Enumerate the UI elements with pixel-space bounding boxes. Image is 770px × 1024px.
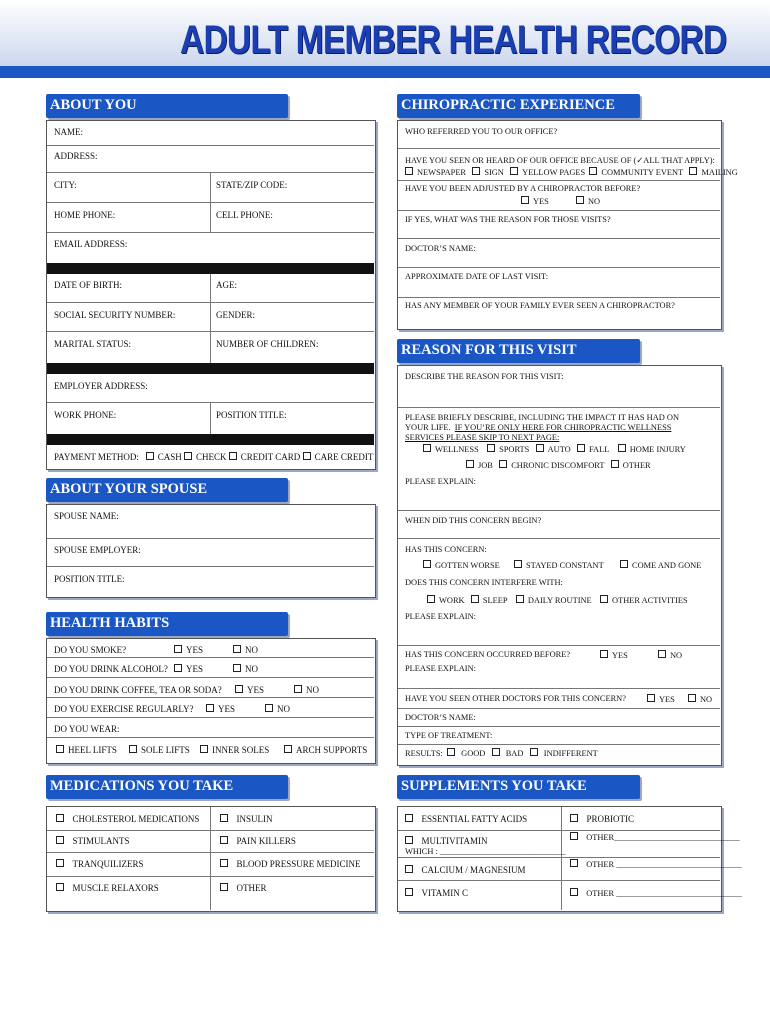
worse-checkbox[interactable] xyxy=(423,560,431,568)
heel-lifts-label: HEEL LIFTS xyxy=(68,745,117,755)
city-field[interactable]: CITY: xyxy=(54,180,77,190)
heel-lifts-checkbox[interactable] xyxy=(56,745,64,753)
mailing-label: MAILING xyxy=(701,168,738,177)
age-field[interactable]: AGE: xyxy=(216,280,237,290)
alcohol-yes-checkbox[interactable] xyxy=(174,664,182,672)
occurred-yes-checkbox[interactable] xyxy=(600,650,608,658)
sign-label: SIGN xyxy=(484,168,504,177)
supp-other-3-checkbox[interactable] xyxy=(570,888,578,896)
work-checkbox[interactable] xyxy=(427,595,435,603)
bad-checkbox[interactable] xyxy=(492,748,500,756)
adjusted-no-label: NO xyxy=(588,197,601,206)
med-muscle xyxy=(56,883,159,893)
job-checkbox[interactable] xyxy=(466,460,474,468)
alcohol-yes-label: YES xyxy=(186,664,204,674)
divider-bar xyxy=(47,434,374,445)
smoke-no-checkbox[interactable] xyxy=(233,645,241,653)
cash-checkbox[interactable] xyxy=(146,452,154,460)
interfere-label: DOES THIS CONCERN INTERFERE WITH: xyxy=(405,578,563,587)
exercise-no-label: NO xyxy=(277,704,290,714)
concern-worse xyxy=(423,560,500,570)
explain-field-2[interactable]: PLEASE EXPLAIN: xyxy=(405,612,476,621)
alcohol-no-label: NO xyxy=(245,664,258,674)
adjusted-yes-label: YES xyxy=(533,197,549,206)
interfere-options xyxy=(427,595,688,605)
explain-field-1[interactable]: PLEASE EXPLAIN: xyxy=(405,477,476,486)
concern-come-gone xyxy=(620,560,701,570)
worse-label: GOTTEN WORSE xyxy=(435,561,500,570)
other-doctors-yes-label: YES xyxy=(659,695,675,704)
section-medications: MEDICATIONS YOU TAKE xyxy=(46,775,288,799)
med-stimulants xyxy=(56,836,130,846)
dob-field[interactable]: DATE OF BIRTH: xyxy=(54,280,122,290)
spouse-name-field[interactable]: SPOUSE NAME: xyxy=(54,511,119,521)
describe-field[interactable]: DESCRIBE THE REASON FOR THIS VISIT: xyxy=(405,372,564,381)
auto-checkbox[interactable] xyxy=(536,444,544,452)
constant-label: STAYED CONSTANT xyxy=(526,561,604,570)
coffee-question: DO YOU DRINK COFFEE, TEA OR SODA? xyxy=(54,685,222,695)
heel-lifts xyxy=(56,745,117,755)
good-checkbox[interactable] xyxy=(447,748,455,756)
name-field[interactable]: NAME: xyxy=(54,127,83,137)
doctor-name-field-2[interactable]: DOCTOR’S NAME: xyxy=(405,713,476,722)
inner-soles-label: INNER SOLES xyxy=(212,745,270,755)
supp-probiotic xyxy=(570,814,634,824)
indifferent-checkbox[interactable] xyxy=(530,748,538,756)
section-about-you: ABOUT YOU xyxy=(46,94,288,118)
reason-visits-field[interactable]: IF YES, WHAT WAS THE REASON FOR THOSE VISITS? xyxy=(405,215,611,224)
stimulants-checkbox[interactable] xyxy=(56,836,64,844)
care-credit-checkbox[interactable] xyxy=(303,452,311,460)
work-phone-field[interactable]: WORK PHONE: xyxy=(54,410,117,420)
sleep-label: SLEEP xyxy=(482,596,508,605)
gender-field[interactable]: GENDER: xyxy=(216,310,255,320)
yellow-pages-label: YELLOW PAGES xyxy=(522,168,586,177)
wear-question: DO YOU WEAR: xyxy=(54,724,120,734)
muscle-relaxors-checkbox[interactable] xyxy=(56,883,64,891)
pain-killers-label: PAIN KILLERS xyxy=(236,836,296,846)
supp-other-1-field[interactable]: OTHER______________________________ xyxy=(586,833,740,842)
cell-phone-field[interactable]: CELL PHONE: xyxy=(216,210,273,220)
arch-supports-checkbox[interactable] xyxy=(284,745,292,753)
adjusted-yes-checkbox[interactable] xyxy=(521,196,529,204)
sole-lifts-checkbox[interactable] xyxy=(129,745,137,753)
supp-calcium xyxy=(405,865,526,875)
began-field[interactable]: WHEN DID THIS CONCERN BEGIN? xyxy=(405,516,542,525)
med-bp xyxy=(220,859,361,869)
supp-vitc xyxy=(405,888,468,898)
newspaper-label: NEWSPAPER xyxy=(417,168,467,177)
multivitamin-label: MULTIVITAMIN xyxy=(421,836,488,846)
position-field[interactable]: POSITION TITLE: xyxy=(216,410,287,420)
occurred-no-checkbox[interactable] xyxy=(658,650,666,658)
mailing-checkbox[interactable] xyxy=(689,167,697,175)
other-doctors-no-checkbox[interactable] xyxy=(688,694,696,702)
adjusted-no xyxy=(576,196,600,206)
divider-bar xyxy=(47,263,374,274)
smoke-yes-label: YES xyxy=(186,645,204,655)
exercise-yes-checkbox[interactable] xyxy=(206,704,214,712)
inner-soles-checkbox[interactable] xyxy=(200,745,208,753)
home-injury-label: HOME INJURY xyxy=(629,445,686,454)
fall-label: FALL xyxy=(589,445,610,454)
children-field[interactable]: NUMBER OF CHILDREN: xyxy=(216,339,319,349)
other-doctors-no xyxy=(688,694,712,704)
state-zip-field[interactable]: STATE/ZIP CODE: xyxy=(216,180,288,190)
pain-killers-checkbox[interactable] xyxy=(220,836,228,844)
impact-line-2 xyxy=(405,423,671,432)
multivitamin-checkbox[interactable] xyxy=(405,836,413,844)
supp-fatty xyxy=(405,814,527,824)
smoke-yes-checkbox[interactable] xyxy=(174,645,182,653)
occurred-question: HAS THIS CONCERN OCCURRED BEFORE? xyxy=(405,650,571,659)
check-checkbox[interactable] xyxy=(184,452,192,460)
chronic-checkbox[interactable] xyxy=(499,460,507,468)
supp-other-3 xyxy=(570,888,742,898)
alcohol-no xyxy=(233,664,258,674)
calcium-checkbox[interactable] xyxy=(405,865,413,873)
section-reason: REASON FOR THIS VISIT xyxy=(397,339,640,363)
sleep-checkbox[interactable] xyxy=(471,595,479,603)
alcohol-yes xyxy=(174,664,203,674)
supp-other-2 xyxy=(570,859,742,869)
insulin-label: INSULIN xyxy=(236,814,273,824)
coffee-no-label: NO xyxy=(306,685,319,695)
payment-label: PAYMENT METHOD: xyxy=(54,452,139,462)
reason-options-2 xyxy=(466,460,651,470)
home-injury-checkbox[interactable] xyxy=(618,444,626,452)
header-stripe xyxy=(0,66,770,78)
results-label: RESULTS: xyxy=(405,749,443,758)
smoke-no xyxy=(233,645,258,655)
calcium-label: CALCIUM / MAGNESIUM xyxy=(421,865,526,875)
occurred-yes xyxy=(600,650,628,660)
indifferent-label: INDIFFERENT xyxy=(543,749,598,758)
marital-field[interactable]: MARITAL STATUS: xyxy=(54,339,131,349)
concern-constant xyxy=(514,560,604,570)
credit-card-checkbox[interactable] xyxy=(229,452,237,460)
spouse-position-field[interactable]: POSITION TITLE: xyxy=(54,574,125,584)
payment-row xyxy=(54,452,373,462)
coffee-no-checkbox[interactable] xyxy=(294,685,302,693)
coffee-yes-label: YES xyxy=(247,685,265,695)
fatty-acids-checkbox[interactable] xyxy=(405,814,413,822)
section-habits: HEALTH HABITS xyxy=(46,612,288,636)
med-other-label: OTHER xyxy=(236,883,267,893)
come-gone-label: COME AND GONE xyxy=(632,561,702,570)
exercise-yes-label: YES xyxy=(218,704,236,714)
supp-other-2-checkbox[interactable] xyxy=(570,859,578,867)
explain-field-3[interactable]: PLEASE EXPLAIN: xyxy=(405,664,476,673)
sports-checkbox[interactable] xyxy=(487,444,495,452)
other-doctors-yes xyxy=(647,694,675,704)
address-field[interactable]: ADDRESS: xyxy=(54,151,98,161)
alcohol-question: DO YOU DRINK ALCOHOL? xyxy=(54,664,168,674)
treatment-field[interactable]: TYPE OF TREATMENT: xyxy=(405,731,493,740)
ssn-field[interactable]: SOCIAL SECURITY NUMBER: xyxy=(54,310,176,320)
reason-options-1 xyxy=(423,444,686,454)
occurred-no xyxy=(658,650,682,660)
yellow-pages-checkbox[interactable] xyxy=(510,167,518,175)
med-pain xyxy=(220,836,296,846)
coffee-yes xyxy=(235,685,264,695)
exercise-yes xyxy=(206,704,235,714)
smoke-question: DO YOU SMOKE? xyxy=(54,645,127,655)
bad-label: BAD xyxy=(505,749,524,758)
muscle-relaxors-label: MUSCLE RELAXORS xyxy=(72,883,159,893)
last-visit-field[interactable]: APPROXIMATE DATE OF LAST VISIT: xyxy=(405,272,549,281)
divider-bar xyxy=(47,363,374,374)
stimulants-label: STIMULANTS xyxy=(72,836,130,846)
impact-line-1: PLEASE BRIEFLY DESCRIBE, INCLUDING THE IMPACT IT HAS HAD ON xyxy=(405,413,679,422)
insulin-checkbox[interactable] xyxy=(220,814,228,822)
email-field[interactable]: EMAIL ADDRESS: xyxy=(54,239,128,249)
family-field[interactable]: HAS ANY MEMBER OF YOUR FAMILY EVER SEEN A CHIROPRACTOR? xyxy=(405,301,675,310)
adjusted-no-checkbox[interactable] xyxy=(576,196,584,204)
cholesterol-label: CHOLESTEROL MEDICATIONS xyxy=(72,814,200,824)
work-label: WORK xyxy=(439,596,465,605)
probiotic-label: PROBIOTIC xyxy=(586,814,635,824)
supp-other-1-checkbox[interactable] xyxy=(570,832,578,840)
section-chiropractic: CHIROPRACTIC EXPERIENCE xyxy=(397,94,640,118)
heard-question: HAVE YOU SEEN OR HEARD OF OUR OFFICE BECAUSE OF (✓ALL THAT APPLY): xyxy=(405,156,715,165)
sole-lifts xyxy=(129,745,190,755)
vitamin-c-checkbox[interactable] xyxy=(405,888,413,896)
fatty-acids-label: ESSENTIAL FATTY ACIDS xyxy=(421,814,528,824)
arch-supports xyxy=(284,745,367,755)
wellness-checkbox[interactable] xyxy=(423,444,431,452)
doctor-name-field[interactable]: DOCTOR’S NAME: xyxy=(405,244,476,253)
other-label: OTHER xyxy=(622,461,651,470)
chiro-box xyxy=(397,120,722,330)
tranquilizers-checkbox[interactable] xyxy=(56,859,64,867)
sign-checkbox[interactable] xyxy=(472,167,480,175)
med-tranq xyxy=(56,859,144,869)
bp-checkbox[interactable] xyxy=(220,859,228,867)
other-doctors-yes-checkbox[interactable] xyxy=(647,694,655,702)
exercise-no-checkbox[interactable] xyxy=(265,704,273,712)
job-label: JOB xyxy=(478,461,493,470)
supp-multi xyxy=(405,836,487,846)
community-event-label: COMMUNITY EVENT xyxy=(601,168,684,177)
care-credit-label: CARE CREDIT xyxy=(314,452,374,462)
wellness-label: WELLNESS xyxy=(435,445,479,454)
auto-label: AUTO xyxy=(547,445,571,454)
occurred-yes-label: YES xyxy=(612,651,628,660)
med-insulin xyxy=(220,814,273,824)
good-label: GOOD xyxy=(461,749,486,758)
smoke-no-label: NO xyxy=(245,645,258,655)
coffee-no xyxy=(294,685,319,695)
cholesterol-checkbox[interactable] xyxy=(56,814,64,822)
has-concern-label: HAS THIS CONCERN: xyxy=(405,545,487,554)
constant-checkbox[interactable] xyxy=(514,560,522,568)
routine-label: DAILY ROUTINE xyxy=(527,596,592,605)
other-activities-checkbox[interactable] xyxy=(600,595,608,603)
smoke-yes xyxy=(174,645,203,655)
impact-line-3: SERVICES PLEASE SKIP TO NEXT PAGE: xyxy=(405,433,560,442)
sole-lifts-label: SOLE LIFTS xyxy=(141,745,190,755)
section-supplements: SUPPLEMENTS YOU TAKE xyxy=(397,775,640,799)
referred-field[interactable]: WHO REFERRED YOU TO OUR OFFICE? xyxy=(405,127,558,136)
vitamin-c-label: VITAMIN C xyxy=(421,888,469,898)
exercise-no xyxy=(265,704,290,714)
spouse-employer-field[interactable]: SPOUSE EMPLOYER: xyxy=(54,545,141,555)
probiotic-checkbox[interactable] xyxy=(570,814,578,822)
impact-line-2b: IF YOU’RE ONLY HERE FOR CHIROPRACTIC WELLNESS xyxy=(454,423,672,432)
med-other-checkbox[interactable] xyxy=(220,883,228,891)
med-other xyxy=(220,883,267,893)
community-event-checkbox[interactable] xyxy=(589,167,597,175)
employer-address-field[interactable]: EMPLOYER ADDRESS: xyxy=(54,381,148,391)
adjusted-yes xyxy=(521,196,549,206)
heard-options xyxy=(405,167,738,177)
coffee-yes-checkbox[interactable] xyxy=(235,685,243,693)
routine-checkbox[interactable] xyxy=(516,595,524,603)
page-title: ADULT MEMBER HEALTH RECORD xyxy=(179,18,726,62)
adjusted-question: HAVE YOU BEEN ADJUSTED BY A CHIROPRACTOR BEFORE? xyxy=(405,184,641,193)
impact-line-2a: YOUR LIFE. xyxy=(405,423,451,432)
come-gone-checkbox[interactable] xyxy=(620,560,628,568)
check-label: CHECK xyxy=(195,452,227,462)
multivitamin-which-field[interactable]: WHICH : ______________________________ xyxy=(405,847,566,856)
exercise-question: DO YOU EXERCISE REGULARLY? xyxy=(54,704,194,714)
section-spouse: ABOUT YOUR SPOUSE xyxy=(46,478,288,502)
other-activities-label: OTHER ACTIVITIES xyxy=(612,596,688,605)
results-row xyxy=(405,748,598,758)
arch-supports-label: ARCH SUPPORTS xyxy=(296,745,368,755)
other-doctors-question: HAVE YOU SEEN OTHER DOCTORS FOR THIS CONCERN? xyxy=(405,694,626,703)
bp-label: BLOOD PRESSURE MEDICINE xyxy=(236,859,361,869)
cash-label: CASH xyxy=(157,452,182,462)
other-doctors-no-label: NO xyxy=(700,695,713,704)
home-phone-field[interactable]: HOME PHONE: xyxy=(54,210,116,220)
chronic-label: CHRONIC DISCOMFORT xyxy=(511,461,605,470)
inner-soles xyxy=(200,745,269,755)
credit-card-label: CREDIT CARD xyxy=(240,452,301,462)
supp-other-2-field[interactable]: OTHER ______________________________ xyxy=(586,860,742,869)
fall-checkbox[interactable] xyxy=(577,444,585,452)
occurred-no-label: NO xyxy=(670,651,683,660)
sports-label: SPORTS xyxy=(499,445,530,454)
med-cholesterol xyxy=(56,814,199,824)
alcohol-no-checkbox[interactable] xyxy=(233,664,241,672)
supp-other-1 xyxy=(570,832,740,842)
tranquilizers-label: TRANQUILIZERS xyxy=(72,859,144,869)
other-checkbox[interactable] xyxy=(611,460,619,468)
supp-other-3-field[interactable]: OTHER ______________________________ xyxy=(586,889,742,898)
newspaper-checkbox[interactable] xyxy=(405,167,413,175)
